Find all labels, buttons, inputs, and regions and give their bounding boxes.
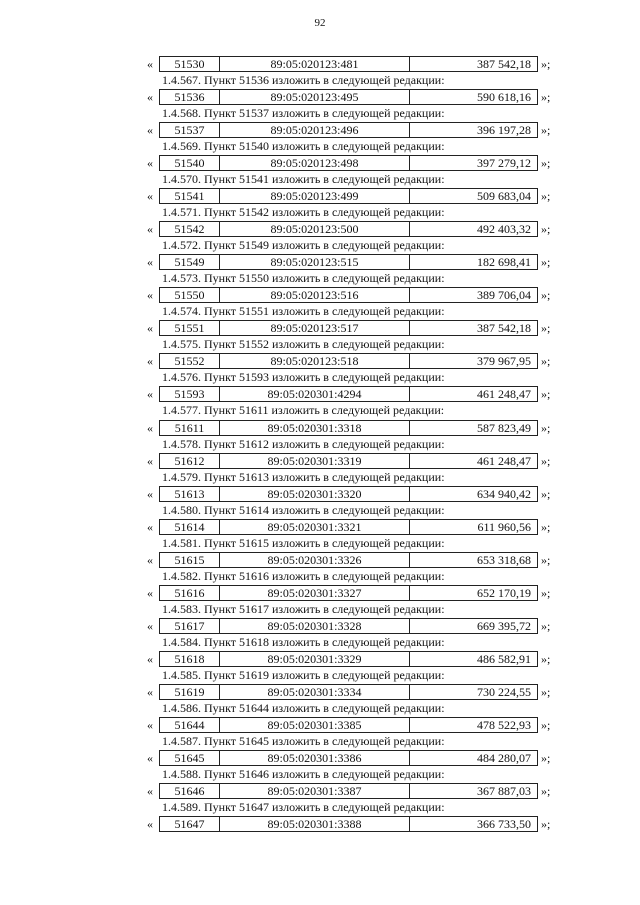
item-number: 51646 — [160, 784, 220, 798]
cadastral-value: 492 403,32 — [477, 222, 531, 237]
cadastral-number: 89:05:020301:4294 — [220, 387, 410, 401]
entry-block — [0, 617, 640, 650]
close-quote: »; — [541, 585, 551, 600]
table-row — [0, 551, 640, 569]
close-quote: »; — [541, 453, 551, 468]
close-quote: »; — [541, 717, 551, 732]
amendment-note: 1.4.567. Пункт 51536 изложить в следующей редакции: — [162, 73, 445, 87]
open-quote: « — [147, 189, 153, 204]
cadastral-value: 461 248,47 — [477, 387, 531, 402]
close-quote: »; — [541, 552, 551, 567]
cadastral-number: 89:05:020301:3326 — [220, 553, 410, 567]
close-quote: »; — [541, 354, 551, 369]
cadastral-number: 89:05:020301:3328 — [220, 619, 410, 633]
close-quote: »; — [541, 684, 551, 699]
table-cells — [159, 221, 538, 237]
cadastral-value: 379 967,95 — [477, 354, 531, 369]
close-quote: »; — [541, 519, 551, 534]
item-number: 51616 — [160, 586, 220, 600]
table-cells — [159, 122, 538, 138]
entry-block — [0, 187, 640, 220]
close-quote: »; — [541, 288, 551, 303]
cadastral-value: 611 960,56 — [477, 519, 531, 534]
table-row — [0, 319, 640, 337]
item-number: 51537 — [160, 123, 220, 137]
cadastral-number: 89:05:020123:518 — [220, 354, 410, 368]
table-cells — [159, 420, 538, 436]
close-quote: »; — [541, 651, 551, 666]
table-cells — [159, 519, 538, 535]
open-quote: « — [147, 585, 153, 600]
entry-block — [0, 121, 640, 154]
item-number: 51551 — [160, 321, 220, 335]
table-cells — [159, 783, 538, 799]
cadastral-number: 89:05:020301:3321 — [220, 520, 410, 534]
amendment-note: 1.4.568. Пункт 51537 изложить в следующей редакции: — [162, 106, 445, 121]
item-number: 51530 — [160, 57, 220, 71]
item-number: 51552 — [160, 354, 220, 368]
table-cells — [159, 254, 538, 270]
cadastral-number: 89:05:020301:3334 — [220, 685, 410, 699]
cadastral-value: 730 224,55 — [477, 684, 531, 699]
entry-block — [0, 385, 640, 418]
table-row — [0, 683, 640, 701]
table-row — [0, 253, 640, 271]
table-row — [0, 584, 640, 602]
cadastral-value: 387 542,18 — [477, 321, 531, 336]
cadastral-value: 669 395,72 — [477, 618, 531, 633]
table-row — [0, 650, 640, 668]
open-quote: « — [147, 57, 153, 71]
open-quote: « — [147, 519, 153, 534]
cadastral-value: 387 542,18 — [477, 57, 531, 71]
amendment-note: 1.4.583. Пункт 51617 изложить в следующей редакции: — [162, 601, 445, 616]
table-cells — [159, 486, 538, 502]
cadastral-number: 89:05:020123:495 — [220, 90, 410, 104]
table-cells — [159, 188, 538, 204]
table-row — [0, 782, 640, 800]
entry-block — [0, 584, 640, 617]
cadastral-number: 89:05:020123:500 — [220, 222, 410, 236]
close-quote: »; — [541, 486, 551, 501]
table-row — [0, 518, 640, 536]
amendment-note: 1.4.571. Пункт 51542 изложить в следующей редакции: — [162, 205, 445, 220]
amendment-note: 1.4.575. Пункт 51552 изложить в следующей редакции: — [162, 337, 445, 352]
table-cells — [159, 353, 538, 369]
cadastral-number: 89:05:020123:516 — [220, 288, 410, 302]
amendment-note: 1.4.576. Пункт 51593 изложить в следующей редакции: — [162, 370, 445, 385]
close-quote: »; — [541, 784, 551, 799]
close-quote: »; — [541, 750, 551, 765]
amendment-note: 1.4.587. Пункт 51645 изложить в следующей редакции: — [162, 733, 445, 748]
item-number: 51614 — [160, 520, 220, 534]
item-number: 51615 — [160, 553, 220, 567]
cadastral-number: 89:05:020301:3318 — [220, 421, 410, 435]
entry-block — [0, 286, 640, 319]
cadastral-number: 89:05:020123:499 — [220, 189, 410, 203]
cadastral-number: 89:05:020123:517 — [220, 321, 410, 335]
item-number: 51541 — [160, 189, 220, 203]
table-cells — [159, 155, 538, 171]
cadastral-number: 89:05:020301:3385 — [220, 718, 410, 732]
cadastral-value: 587 823,49 — [477, 420, 531, 435]
open-quote: « — [147, 651, 153, 666]
table-row — [0, 385, 640, 403]
entry-block — [0, 518, 640, 551]
cadastral-number: 89:05:020301:3388 — [220, 817, 410, 831]
table-row — [0, 452, 640, 470]
amendment-note: 1.4.580. Пункт 51614 изложить в следующей редакции: — [162, 502, 445, 517]
item-number: 51645 — [160, 751, 220, 765]
entry-block — [0, 55, 640, 88]
open-quote: « — [147, 288, 153, 303]
open-quote: « — [147, 90, 153, 105]
cadastral-value: 634 940,42 — [477, 486, 531, 501]
amendment-note: 1.4.570. Пункт 51541 изложить в следующей редакции: — [162, 172, 445, 187]
table-row — [0, 716, 640, 734]
open-quote: « — [147, 784, 153, 799]
entry-block — [0, 815, 640, 848]
item-number: 51550 — [160, 288, 220, 302]
cadastral-number: 89:05:020123:496 — [220, 123, 410, 137]
table-row — [0, 286, 640, 304]
cadastral-number: 89:05:020123:481 — [220, 57, 410, 71]
amendment-note: 1.4.569. Пункт 51540 изложить в следующей редакции: — [162, 139, 445, 154]
entry-block — [0, 782, 640, 815]
amendment-note: 1.4.588. Пункт 51646 изложить в следующей редакции: — [162, 766, 445, 781]
open-quote: « — [147, 255, 153, 270]
item-number: 51611 — [160, 421, 220, 435]
open-quote: « — [147, 486, 153, 501]
table-cells — [159, 287, 538, 303]
cadastral-value: 653 318,68 — [477, 552, 531, 567]
item-number: 51542 — [160, 222, 220, 236]
entry-block — [0, 352, 640, 385]
open-quote: « — [147, 817, 153, 832]
close-quote: »; — [541, 321, 551, 336]
entry-block — [0, 551, 640, 584]
cadastral-number: 89:05:020301:3327 — [220, 586, 410, 600]
amendment-note: 1.4.578. Пункт 51612 изложить в следующей редакции: — [162, 436, 445, 451]
amendment-note: 1.4.584. Пункт 51618 изложить в следующей редакции: — [162, 634, 445, 649]
entry-block — [0, 452, 640, 485]
item-number: 51613 — [160, 487, 220, 501]
cadastral-number: 89:05:020301:3386 — [220, 751, 410, 765]
open-quote: « — [147, 552, 153, 567]
entry-block — [0, 485, 640, 518]
table-cells — [159, 750, 538, 766]
cadastral-value: 182 698,41 — [477, 255, 531, 270]
item-number: 51647 — [160, 817, 220, 831]
item-number: 51536 — [160, 90, 220, 104]
table-row — [0, 617, 640, 635]
open-quote: « — [147, 684, 153, 699]
amendment-note: 1.4.573. Пункт 51550 изложить в следующей редакции: — [162, 271, 445, 286]
close-quote: »; — [541, 222, 551, 237]
open-quote: « — [147, 453, 153, 468]
table-row — [0, 419, 640, 437]
table-cells — [159, 386, 538, 402]
cadastral-value: 486 582,91 — [477, 651, 531, 666]
table-cells — [159, 618, 538, 634]
table-cells — [159, 585, 538, 601]
cadastral-number: 89:05:020123:498 — [220, 156, 410, 170]
document-body — [0, 55, 640, 848]
table-cells — [159, 89, 538, 105]
item-number: 51593 — [160, 387, 220, 401]
amendment-note: 1.4.579. Пункт 51613 изложить в следующей редакции: — [162, 469, 445, 484]
cadastral-value: 461 248,47 — [477, 453, 531, 468]
close-quote: »; — [541, 123, 551, 138]
amendment-note: 1.4.586. Пункт 51644 изложить в следующей редакции: — [162, 700, 445, 715]
close-quote: »; — [541, 817, 551, 832]
table-row — [0, 88, 640, 106]
table-row — [0, 220, 640, 238]
table-row — [0, 485, 640, 503]
entry-block — [0, 220, 640, 253]
page-number: 92 — [314, 17, 326, 29]
open-quote: « — [147, 420, 153, 435]
amendment-note: 1.4.577. Пункт 51611 изложить в следующей редакции: — [162, 403, 445, 418]
cadastral-value: 389 706,04 — [477, 288, 531, 303]
entry-block — [0, 319, 640, 352]
amendment-note: 1.4.574. Пункт 51551 изложить в следующей редакции: — [162, 304, 445, 319]
entry-block — [0, 716, 640, 749]
open-quote: « — [147, 354, 153, 369]
entry-block — [0, 88, 640, 121]
entry-block — [0, 253, 640, 286]
item-number: 51644 — [160, 718, 220, 732]
open-quote: « — [147, 717, 153, 732]
item-number: 51618 — [160, 652, 220, 666]
table-row — [0, 187, 640, 205]
amendment-note: 1.4.589. Пункт 51647 изложить в следующей редакции: — [162, 800, 445, 815]
open-quote: « — [147, 618, 153, 633]
item-number: 51549 — [160, 255, 220, 269]
table-cells — [159, 651, 538, 667]
close-quote: »; — [541, 420, 551, 435]
table-row — [0, 352, 640, 370]
cadastral-value: 367 887,03 — [477, 784, 531, 799]
open-quote: « — [147, 222, 153, 237]
close-quote: »; — [541, 57, 551, 71]
table-row — [0, 121, 640, 139]
entry-block — [0, 650, 640, 683]
table-row — [0, 154, 640, 172]
entry-block — [0, 419, 640, 452]
cadastral-number: 89:05:020301:3329 — [220, 652, 410, 666]
cadastral-value: 478 522,93 — [477, 717, 531, 732]
amendment-note: 1.4.582. Пункт 51616 изложить в следующей редакции: — [162, 568, 445, 583]
item-number: 51617 — [160, 619, 220, 633]
table-cells — [159, 320, 538, 336]
open-quote: « — [147, 387, 153, 402]
cadastral-value: 509 683,04 — [477, 189, 531, 204]
open-quote: « — [147, 156, 153, 171]
open-quote: « — [147, 750, 153, 765]
amendment-note: 1.4.572. Пункт 51549 изложить в следующей редакции: — [162, 238, 445, 253]
cadastral-value: 484 280,07 — [477, 750, 531, 765]
table-row — [0, 749, 640, 767]
table-cells — [159, 684, 538, 700]
close-quote: »; — [541, 618, 551, 633]
close-quote: »; — [541, 255, 551, 270]
close-quote: »; — [541, 387, 551, 402]
open-quote: « — [147, 123, 153, 138]
amendment-note: 1.4.585. Пункт 51619 изложить в следующей редакции: — [162, 667, 445, 682]
table-cells — [159, 816, 538, 832]
table-cells — [159, 552, 538, 568]
item-number: 51612 — [160, 454, 220, 468]
entry-block — [0, 749, 640, 782]
amendment-note: 1.4.581. Пункт 51615 изложить в следующей редакции: — [162, 535, 445, 550]
cadastral-number: 89:05:020123:515 — [220, 255, 410, 269]
item-number: 51619 — [160, 685, 220, 699]
cadastral-value: 397 279,12 — [477, 156, 531, 171]
close-quote: »; — [541, 156, 551, 171]
table-cells — [159, 453, 538, 469]
item-number: 51540 — [160, 156, 220, 170]
entry-block — [0, 683, 640, 716]
table-cells — [159, 717, 538, 733]
cadastral-number: 89:05:020301:3319 — [220, 454, 410, 468]
table-row — [0, 815, 640, 833]
cadastral-value: 366 733,50 — [477, 817, 531, 832]
cadastral-number: 89:05:020301:3320 — [220, 487, 410, 501]
cadastral-number: 89:05:020301:3387 — [220, 784, 410, 798]
cadastral-value: 590 618,16 — [477, 90, 531, 105]
table-cells — [159, 56, 538, 72]
cadastral-value: 396 197,28 — [477, 123, 531, 138]
open-quote: « — [147, 321, 153, 336]
close-quote: »; — [541, 189, 551, 204]
entry-block — [0, 154, 640, 187]
cadastral-value: 652 170,19 — [477, 585, 531, 600]
table-row — [0, 55, 640, 73]
close-quote: »; — [541, 90, 551, 105]
